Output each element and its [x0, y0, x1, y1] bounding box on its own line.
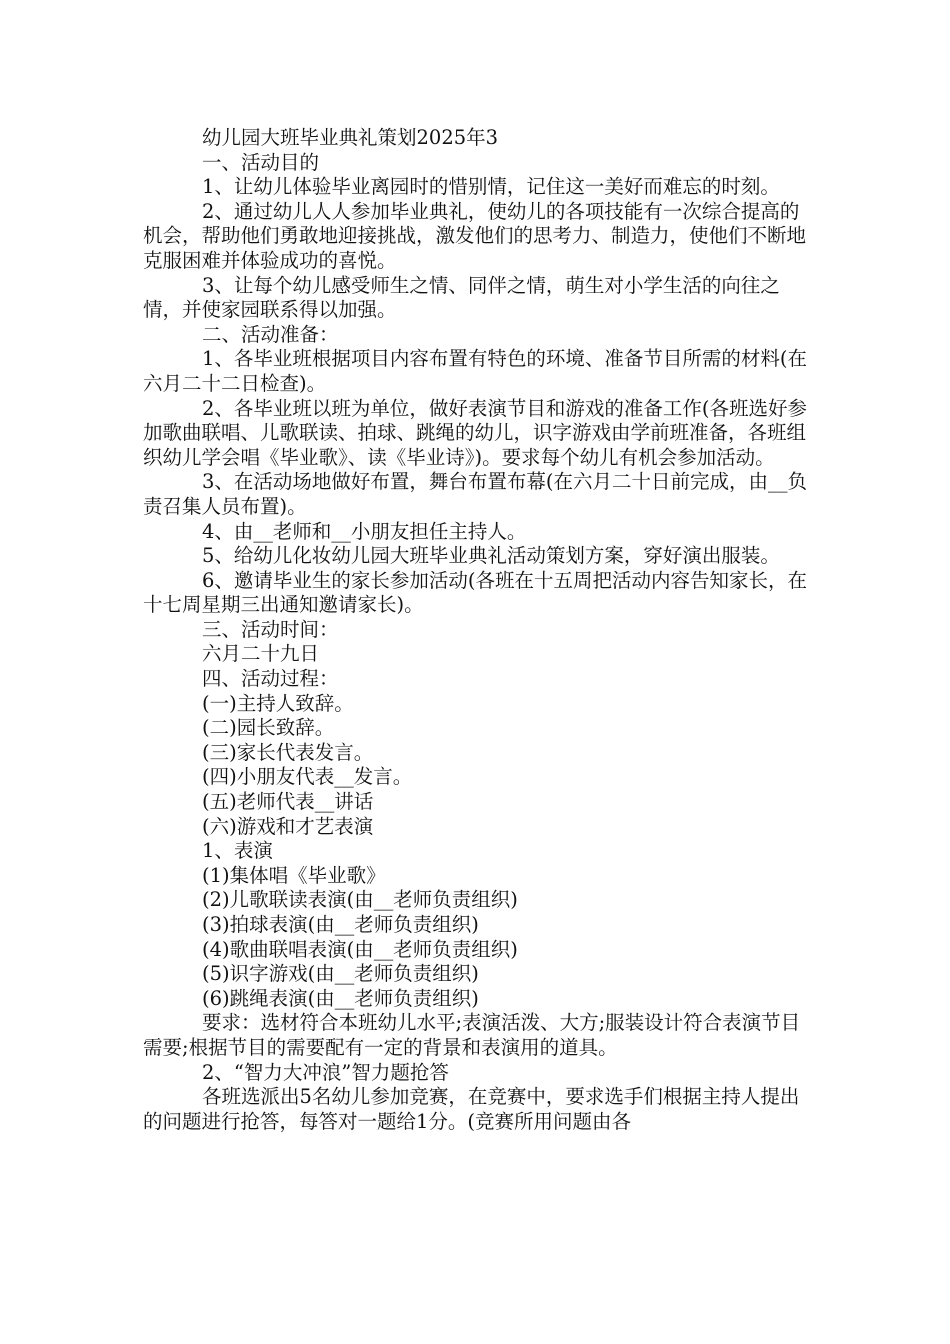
- paragraph: 2、通过幼儿人人参加毕业典礼，使幼儿的各项技能有一次综合提高的机会，帮助他们勇敢地迎接挑战，激发他们的思考力、制造力，使他们不断地克服困难并体验成功的喜悦。: [143, 199, 807, 272]
- paragraph: 3、让每个幼儿感受师生之情、同伴之情，萌生对小学生活的向往之情，并使家园联系得以加强。: [143, 273, 780, 322]
- list-item: (四)小朋友代表__发言。: [202, 765, 413, 789]
- subsection-heading: 2、“智力大冲浪”智力题抢答: [202, 1060, 449, 1084]
- paragraph: 1、让幼儿体验毕业离园时的惜别情，记住这一美好而难忘的时刻。: [202, 175, 780, 199]
- paragraph: 4、由__老师和__小朋友担任主持人。: [202, 519, 527, 543]
- section-heading: 四、活动过程：: [202, 667, 339, 691]
- document-title: 幼儿园大班毕业典礼策划2025年3: [202, 126, 499, 149]
- subsection-heading: 1、表演: [202, 839, 273, 863]
- list-item: (4)歌曲联唱表演(由__老师负责组织): [202, 937, 518, 961]
- paragraph: 5、给幼儿化妆幼儿园大班毕业典礼活动策划方案，穿好演出服装。: [202, 544, 780, 568]
- section-heading: 二、活动准备：: [202, 322, 339, 346]
- paragraph: 6、邀请毕业生的家长参加活动(各班在十五周把活动内容告知家长，在十七周星期三出通知邀请家长)。: [143, 568, 808, 617]
- list-item: (一)主持人致辞。: [202, 691, 354, 715]
- list-item: (六)游戏和才艺表演: [202, 814, 374, 838]
- list-item: (2)儿歌联读表演(由__老师负责组织): [202, 888, 518, 912]
- list-item: (1)集体唱《毕业歌》: [202, 863, 386, 887]
- paragraph: 1、各毕业班根据项目内容布置有特色的环境、准备节目所需的材料(在六月二十二日检查)。: [143, 347, 808, 395]
- paragraph: 要求：选材符合本班幼儿水平;表演活泼、大方;服装设计符合表演节目需要;根据节目的需要配有一定的背景和表演用的道具。: [143, 1011, 801, 1059]
- list-item: (三)家长代表发言。: [202, 740, 374, 764]
- list-item: (5)识字游戏(由__老师负责组织): [202, 962, 479, 986]
- paragraph: 3、在活动场地做好布置，舞台布置布幕(在六月二十日前完成，由__负责召集人员布置)。: [143, 470, 808, 518]
- document-body: [143, 126, 808, 1134]
- list-item: (3)拍球表演(由__老师负责组织): [202, 913, 479, 936]
- paragraph: 各班选派出5名幼儿参加竞赛，在竞赛中，要求选手们根据主持人提出的问题进行抢答，每答对一题给1分。(竞赛所用问题由各: [143, 1085, 800, 1133]
- list-item: (6)跳绳表演(由__老师负责组织): [202, 986, 479, 1010]
- list-item: (五)老师代表__讲话: [202, 790, 374, 814]
- section-heading: 一、活动目的: [202, 150, 320, 174]
- list-item: (二)园长致辞。: [202, 716, 335, 740]
- paragraph: 2、各毕业班以班为单位，做好表演节目和游戏的准备工作(各班选好参加歌曲联唱、儿歌联读、拍球、跳绳的幼儿，识字游戏由学前班准备，各班组织幼儿学会唱《毕业歌》、读《毕业诗》)。要求每个幼儿有机会参加活动。: [143, 396, 808, 469]
- paragraph: 六月二十九日: [202, 642, 320, 666]
- section-heading: 三、活动时间：: [202, 617, 339, 641]
